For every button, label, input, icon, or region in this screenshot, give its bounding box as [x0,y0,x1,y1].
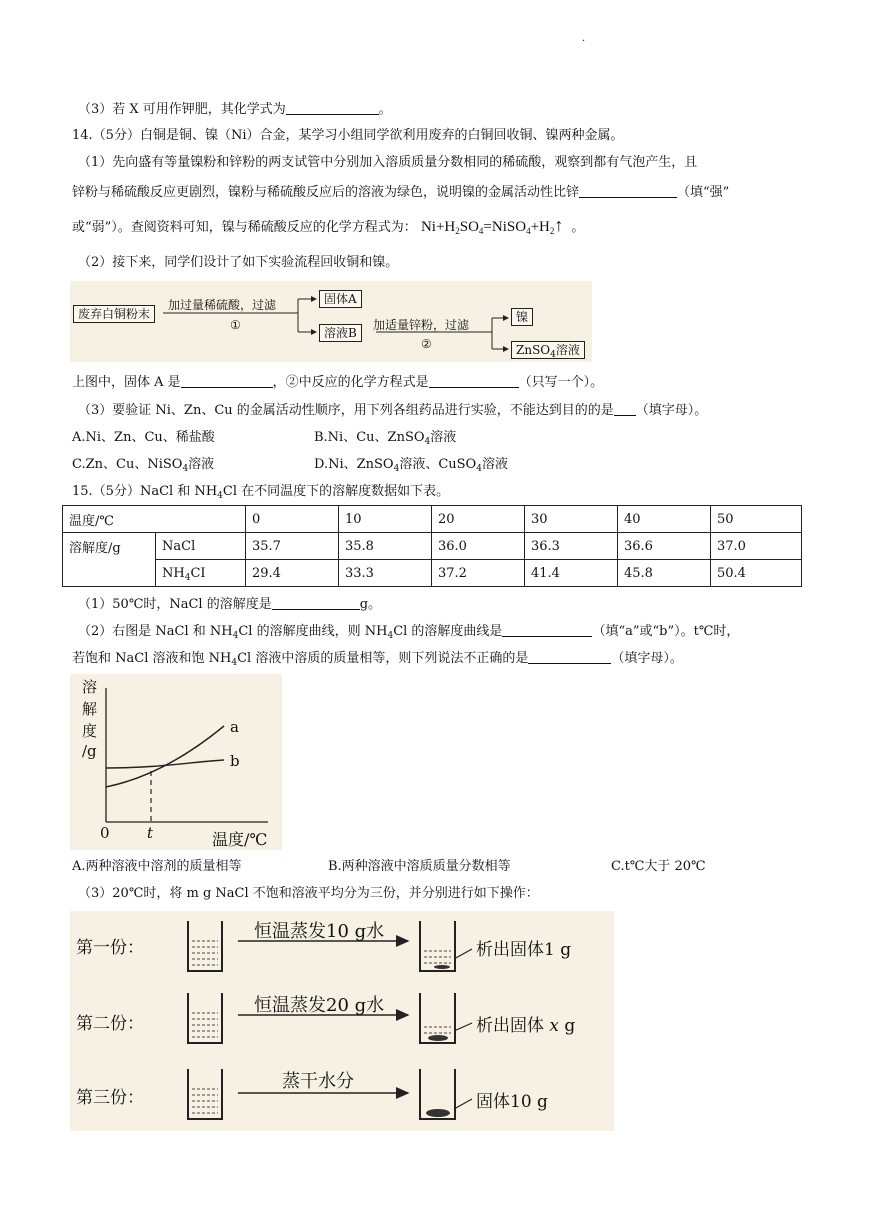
curve-b-label: b [230,752,240,770]
answer-blank[interactable] [429,373,519,388]
flow-box-solution-b: 溶液B [319,324,362,342]
q15-part1: （1）50℃时，NaCl 的溶解度是 g。 [78,597,382,612]
table-cell: 33.3 [339,560,432,587]
flow-box-start: 废弃白铜粉末 [73,305,155,323]
flow-step1-number: ① [230,318,241,332]
answer-blank[interactable] [181,373,273,388]
row2-operation: 恒温蒸发20 g水 [254,995,385,1016]
flow-box-znso4: ZnSO$_4$溶液 [511,341,585,359]
answer-blank[interactable] [272,595,360,610]
chemical-equation: $Ni+H_2SO_4=NiSO_4+H_2↑$ [420,215,564,236]
q14-part1-line3: 或“弱”）。查阅资料可知，镍与稀硫酸反应的化学方程式为： $Ni+H_2SO_4=NiSO_4+H_2↑$ 。 [72,215,585,236]
answer-blank[interactable] [528,649,611,664]
beaker-row3-start [188,1069,222,1119]
table-cell: 36.0 [432,533,525,560]
stray-dot: · [582,36,586,47]
row3-operation: 蒸干水分 [282,1071,354,1092]
solubility-curve-graph [70,674,282,850]
table-cell: 36.6 [618,533,711,560]
flow-box-nickel: 镍 [511,308,533,326]
answer-blank[interactable] [614,401,636,416]
table-cell: $NH_4CI$ [156,560,246,587]
table-cell: 40 [618,506,711,533]
table-cell: 37.0 [711,533,802,560]
table-cell: 0 [246,506,339,533]
y-axis-char: 度 [82,722,98,740]
table-cell: 温度/℃ [63,506,246,533]
table-cell: NaCl [156,533,246,560]
x-axis-label: 温度/℃ [212,830,268,849]
q15-part2-line1: （2）右图是 NaCl 和 $NH_4Cl$ 的溶解度曲线，则 $NH_4Cl$ 的溶解度曲线是 （填“a”或“b”）。t℃时， [78,624,740,641]
beaker-row1-start [188,921,222,971]
q14-option-c: C.Zn、Cu、NiSO$_4$溶液 [72,457,215,474]
row3-label: 第三份： [76,1088,144,1108]
q14-part1-line1: （1）先向盛有等量镍粉和锌粉的两支试管中分别加入溶质质量分数相同的稀硫酸，观察到都有气泡产生，且 [78,155,698,170]
table-cell: 37.2 [432,560,525,587]
t-label: t [147,824,154,842]
table-cell: 35.7 [246,533,339,560]
curve-a-label: a [230,718,239,736]
flow-step2-label: 加适量锌粉，过滤 [373,318,470,332]
solubility-table [62,505,802,587]
answer-blank[interactable] [286,100,379,115]
answer-blank[interactable] [579,183,677,198]
q14-title: 14.（5分）白铜是铜、镍（Ni）合金，某学习小组同学欲利用废弃的白铜回收铜、镍两种金属。 [72,128,624,143]
q14-part3: （3）要验证 Ni、Zn、Cu 的金属活动性顺序，用下列各组药品进行实验，不能达到目的的是 （填字母）。 [78,403,708,418]
curve-b [106,760,224,768]
beaker-row3-end [420,1069,455,1119]
evaporation-figure [70,911,614,1131]
table-cell: 20 [432,506,525,533]
row2-label: 第二份： [76,1014,144,1034]
q15-option-c: C.t℃大于 20℃ [611,859,706,874]
q14-option-b: B.Ni、Cu、ZnSO$_4$溶液 [314,430,457,447]
row3-result: 固体10 g [476,1092,548,1112]
q13-part3: （3）若 X 可用作钾肥，其化学式为 。 [78,102,392,117]
table-cell: 35.8 [339,533,432,560]
table-row [63,560,802,587]
q15-part2-line2: 若饱和 NaCl 溶液和饱 $NH_4Cl$ 溶液中溶质的质量相等，则下列说法不正确的是 （填字母）。 [72,651,683,668]
q14-option-d: D.Ni、ZnSO$_4$溶液、CuSO$_4$溶液 [314,457,508,474]
table-cell: 50.4 [711,560,802,587]
y-axis-char: 解 [82,700,98,718]
table-cell: 41.4 [525,560,618,587]
q15-part3: （3）20℃时，将 m g NaCl 不饱和溶液平均分为三份，并分别进行如下操作： [78,886,539,901]
q15-option-b: B.两种溶液中溶质质量分数相等 [328,859,511,874]
beaker-row1-end [420,921,455,971]
origin-label: 0 [100,824,110,842]
table-cell: 溶解度/g [63,533,156,587]
q15-title: 15.（5分）NaCl 和 $NH_4Cl$ 在不同温度下的溶解度数据如下表。 [72,484,450,501]
q14-option-a: A.Ni、Zn、Cu、稀盐酸 [72,430,215,445]
table-cell: 50 [711,506,802,533]
table-row [63,506,802,533]
table-cell: 30 [525,506,618,533]
recovery-flow-diagram [70,281,592,362]
row1-result: 析出固体1 g [476,940,572,960]
curve-a [106,726,224,787]
flow-step2-number: ② [421,337,432,351]
table-cell: 10 [339,506,432,533]
beaker-row2-end [420,993,455,1043]
q14-part1-line2: 锌粉与稀硫酸反应更剧烈，镍粉与稀硫酸反应后的溶液为绿色，说明镍的金属活动性比锌 （填“强” [72,185,730,200]
q15-option-a: A.两种溶液中溶剂的质量相等 [72,859,242,874]
answer-blank[interactable] [502,622,592,637]
y-axis-char: 溶 [82,678,98,696]
table-cell: 45.8 [618,560,711,587]
beaker-row2-start [188,993,222,1043]
q14-part2-question: 上图中，固体 A 是 ，②中反应的化学方程式是 （只写一个）。 [72,375,604,390]
y-axis-unit: /g [82,742,97,760]
table-cell: 29.4 [246,560,339,587]
q14-part2: （2）接下来，同学们设计了如下实验流程回收铜和镍。 [78,255,399,270]
table-row [63,533,802,560]
table-cell: 36.3 [525,533,618,560]
flow-step1-label: 加过量稀硫酸，过滤 [168,298,277,312]
flow-box-solid-a: 固体A [319,290,362,308]
row1-operation: 恒温蒸发10 g水 [254,921,385,942]
row2-result: 析出固体 x g [476,1016,576,1036]
row1-label: 第一份： [76,938,144,958]
